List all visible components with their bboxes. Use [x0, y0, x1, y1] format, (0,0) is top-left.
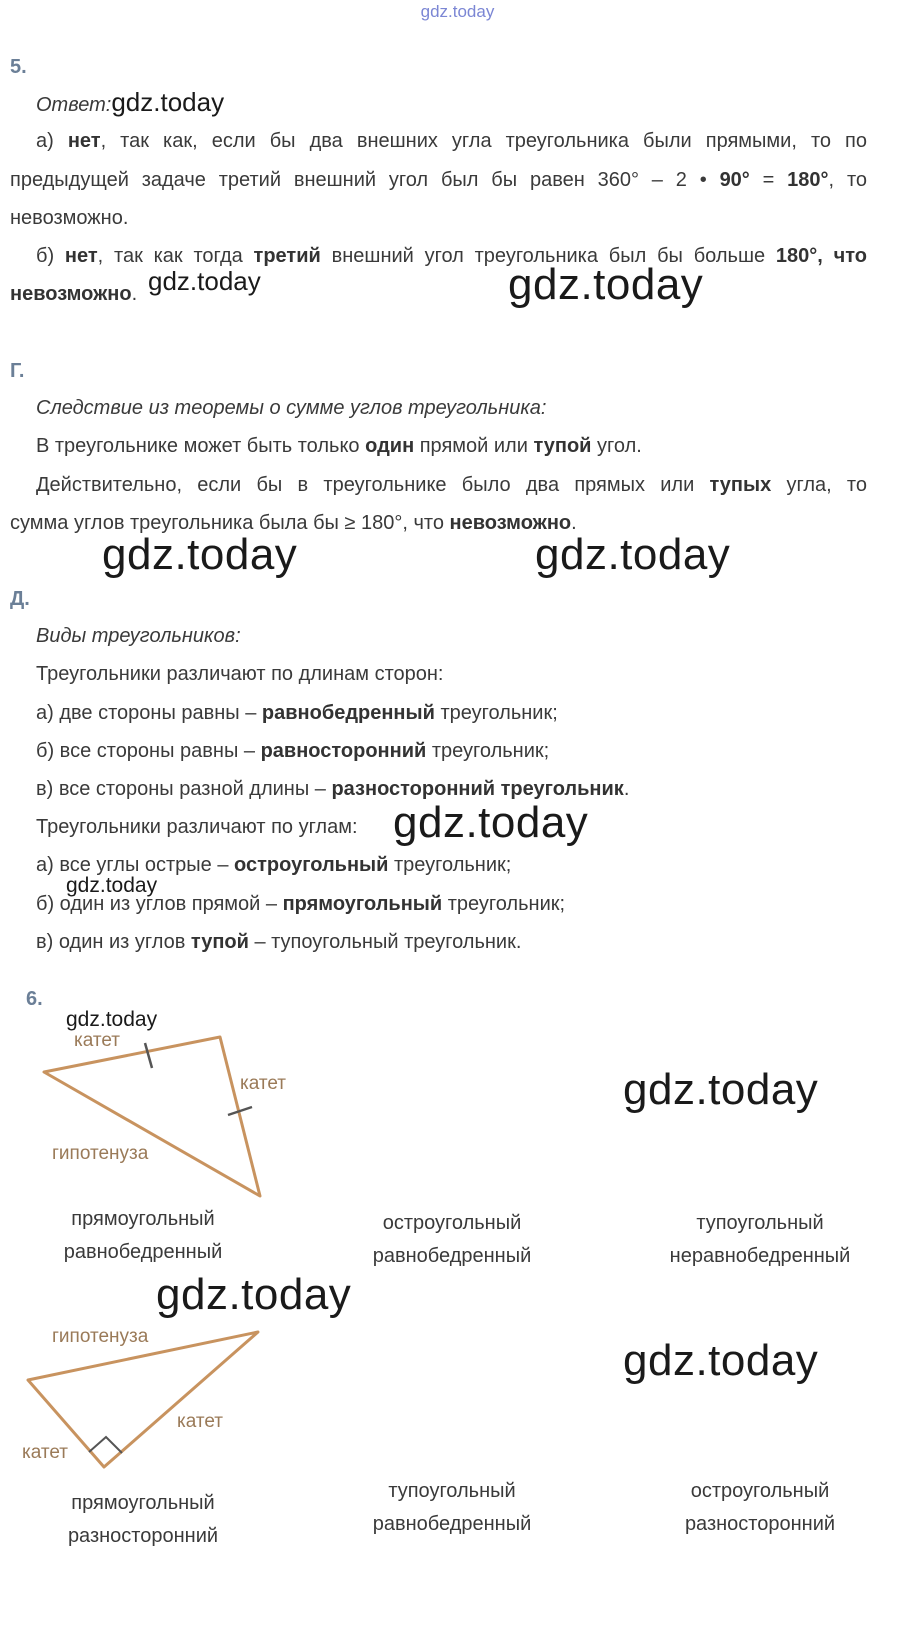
watermark: gdz.today — [148, 266, 261, 296]
answer-a-line1: а) нет, так как, если бы два внешних угла треугольника были прямыми, то по — [36, 130, 868, 152]
angles-item: б) один из углов прямой – прямоугольный треугольник; — [36, 893, 566, 915]
watermark: gdz.today — [535, 530, 731, 579]
section-g-p2-line1: Действительно, если бы в треугольнике было два прямых или тупых угла, то — [36, 474, 867, 496]
section-d-number: Д. — [10, 588, 30, 610]
right-isosceles-triangle — [0, 1020, 320, 1210]
watermark: gdz.today — [102, 530, 298, 579]
leg-label: катет — [22, 1442, 69, 1463]
section-g-number: Г. — [10, 360, 25, 382]
answer-b-line2: невозможно. — [10, 283, 138, 305]
answer-line — [36, 88, 224, 119]
section-d-title: Виды треугольников: — [36, 625, 241, 647]
angles-item: в) один из углов тупой – тупоугольный треугольник. — [36, 931, 522, 953]
section-6-number: 6. — [26, 988, 43, 1010]
sides-item: в) все стороны разной длины – разносторонний треугольник. — [36, 778, 630, 800]
leg-label: катет — [74, 1030, 121, 1051]
equal-side-tick — [145, 1043, 152, 1068]
leg-label: катет — [240, 1073, 287, 1094]
hypotenuse-label: гипотенуза — [52, 1326, 149, 1347]
watermark: gdz.today — [508, 260, 704, 309]
watermark: gdz.today — [156, 1270, 352, 1319]
site-header[interactable]: gdz.today — [420, 2, 495, 21]
watermark: gdz.today — [623, 1336, 819, 1385]
section-g-title: Следствие из теоремы о сумме углов треугольника: — [36, 397, 547, 419]
watermark: gdz.today — [623, 1065, 819, 1114]
hypotenuse-label: гипотенуза — [52, 1143, 149, 1164]
section-g-p1: В треугольнике может быть только один прямой или тупой угол. — [36, 435, 642, 457]
leg-label: катет — [177, 1411, 224, 1432]
right-scalene-triangle — [0, 1320, 300, 1480]
angles-item: а) все углы острые – остроугольный треугольник; — [36, 854, 512, 876]
sides-item: б) все стороны равны – равносторонний треугольник; — [36, 740, 550, 762]
watermark: gdz.today — [111, 87, 225, 117]
sides-intro: Треугольники различают по длинам сторон: — [36, 663, 444, 685]
watermark: gdz.today — [66, 1008, 158, 1031]
answer-b-line1: б) нет, так как тогда третий внешний угол треугольника был бы больше 180°, что — [36, 245, 868, 267]
caption-tri-2: остроугольный равнобедренный — [372, 1212, 532, 1267]
answer-label: Ответ: — [36, 94, 112, 116]
caption-tri-6: остроугольный разносторонний — [684, 1480, 836, 1535]
caption-tri-3: тупоугольный неравнобедренный — [669, 1212, 851, 1267]
caption-tri-1: прямоугольный равнобедренный — [63, 1208, 223, 1263]
watermark: gdz.today — [66, 874, 158, 897]
answer-a-line2: предыдущей задаче третий внешний угол был бы равен 360° – 2 • 90° = 180°, то — [10, 169, 867, 191]
right-angle-mark — [89, 1437, 122, 1453]
answer-a-line3: невозможно. — [10, 207, 129, 229]
section-5-number: 5. — [10, 56, 27, 78]
sides-item: а) две стороны равны – равнобедренный треугольник; — [36, 702, 558, 724]
triangle-outline — [44, 1037, 260, 1196]
caption-tri-4: прямоугольный разносторонний — [67, 1492, 219, 1547]
caption-tri-5: тупоугольный равнобедренный — [372, 1480, 532, 1535]
angles-intro: Треугольники различают по углам: — [36, 816, 358, 838]
watermark: gdz.today — [393, 798, 589, 847]
section-g-p2-line2: сумма углов треугольника была бы ≥ 180°, что невозможно. — [10, 512, 577, 534]
